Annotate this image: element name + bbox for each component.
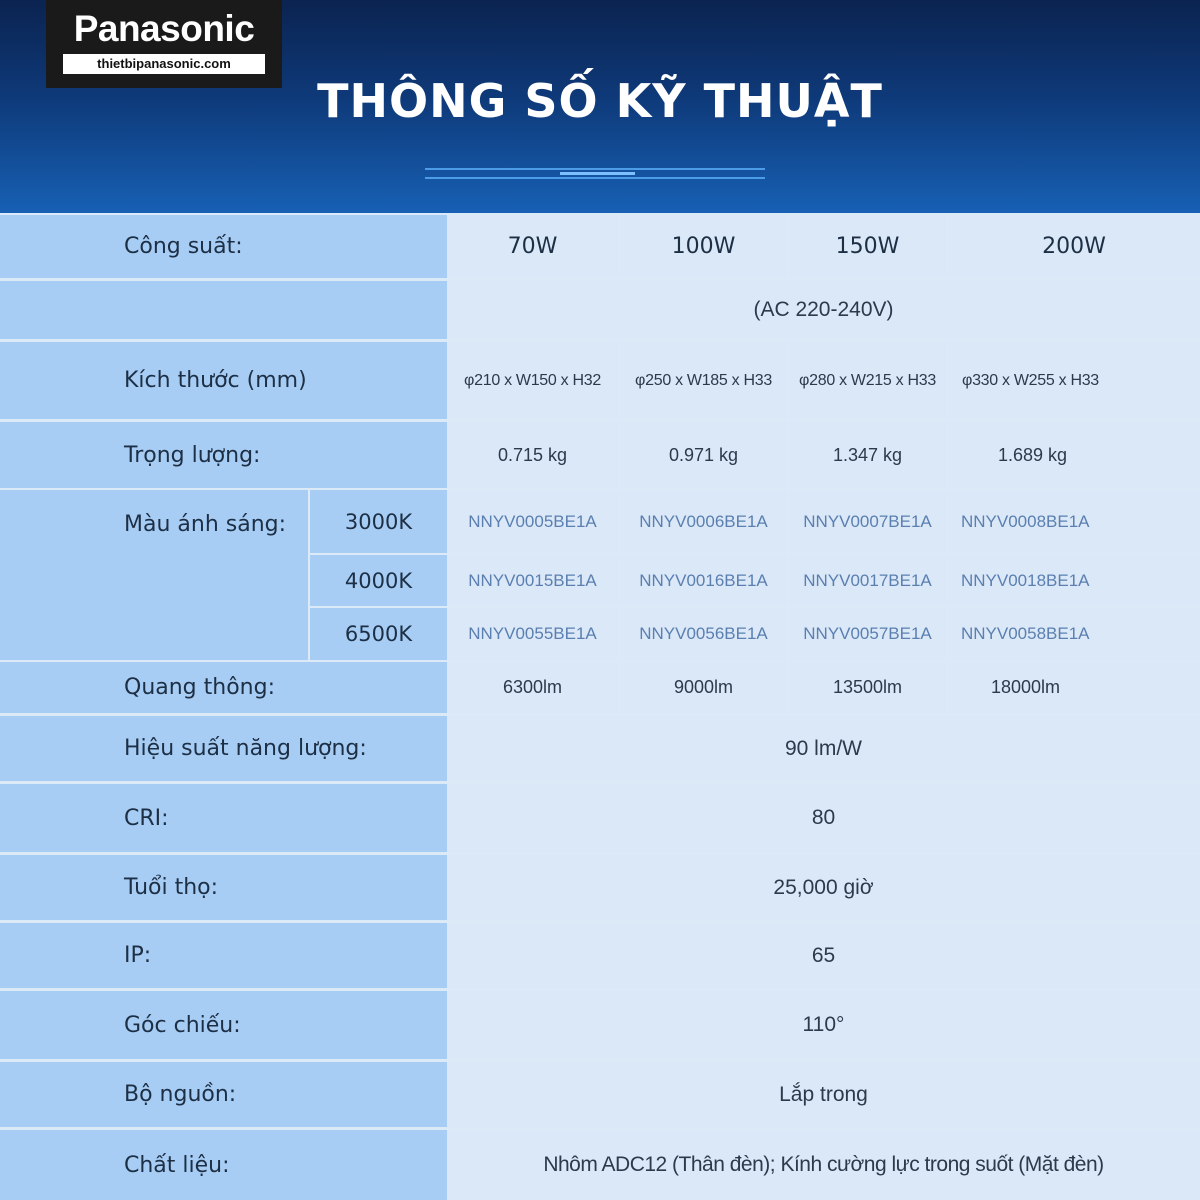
title-divider-top	[425, 168, 765, 170]
row-driver	[0, 1062, 1200, 1127]
code-4000k-2: NNYV0016BE1A	[620, 555, 787, 606]
flux-col-1: 6300lm	[447, 662, 618, 713]
weight-col-2: 0.971 kg	[620, 422, 787, 488]
label-life: Tuổi thọ:	[0, 855, 447, 920]
title-divider-center	[560, 172, 635, 175]
code-4000k-3: NNYV0017BE1A	[789, 555, 946, 606]
temp-4000k: 4000K	[310, 555, 447, 606]
flux-col-3: 13500lm	[789, 662, 946, 713]
code-6500k-1: NNYV0055BE1A	[447, 608, 618, 660]
weight-col-1: 0.715 kg	[447, 422, 618, 488]
power-col-1: 70W	[447, 215, 618, 278]
row-life	[0, 855, 1200, 920]
row-flux	[0, 662, 1200, 713]
code-3000k-1: NNYV0005BE1A	[447, 490, 618, 553]
label-voltage	[0, 281, 447, 339]
weight-col-4: 1.689 kg	[948, 422, 1200, 488]
label-weight: Trọng lượng:	[0, 422, 447, 488]
angle-value: 110°	[447, 991, 1200, 1059]
temp-6500k: 6500K	[310, 608, 447, 660]
logo-wordmark: Panasonic	[73, 8, 255, 49]
temp-3000k: 3000K	[310, 490, 447, 553]
logo-url: thietbipanasonic.com	[63, 54, 265, 74]
code-4000k-4: NNYV0018BE1A	[948, 555, 1200, 606]
code-3000k-4: NNYV0008BE1A	[948, 490, 1200, 553]
row-color-4000k	[0, 555, 1200, 606]
flux-col-4: 18000lm	[948, 662, 1200, 713]
row-ip	[0, 923, 1200, 988]
row-color-6500k	[0, 608, 1200, 660]
row-cri	[0, 784, 1200, 852]
size-col-3: φ280 x W215 x H33	[789, 342, 946, 419]
label-flux: Quang thông:	[0, 662, 447, 713]
code-6500k-4: NNYV0058BE1A	[948, 608, 1200, 660]
label-ip: IP:	[0, 923, 447, 988]
header-banner	[0, 0, 1200, 213]
label-power: Công suất:	[0, 215, 447, 278]
flux-col-2: 9000lm	[620, 662, 787, 713]
label-angle: Góc chiếu:	[0, 991, 447, 1059]
title-divider-bottom	[425, 177, 765, 179]
size-col-1: φ210 x W150 x H32	[447, 342, 618, 419]
material-value: Nhôm ADC12 (Thân đèn); Kính cường lực trong suốt (Mặt đèn)	[447, 1130, 1200, 1200]
row-weight	[0, 422, 1200, 488]
size-col-2: φ250 x W185 x H33	[620, 342, 787, 419]
row-angle	[0, 991, 1200, 1059]
driver-value: Lắp trong	[447, 1062, 1200, 1127]
size-col-4: φ330 x W255 x H33	[948, 342, 1200, 419]
label-material: Chất liệu:	[0, 1130, 447, 1200]
label-light-color: Màu ánh sáng:	[0, 490, 308, 660]
row-power	[0, 215, 1200, 278]
label-efficiency: Hiệu suất năng lượng:	[0, 716, 447, 781]
efficiency-value: 90 lm/W	[447, 716, 1200, 781]
code-4000k-1: NNYV0015BE1A	[447, 555, 618, 606]
page-title: THÔNG SỐ KỸ THUẬT	[317, 74, 883, 128]
code-3000k-2: NNYV0006BE1A	[620, 490, 787, 553]
code-6500k-3: NNYV0057BE1A	[789, 608, 946, 660]
label-size: Kích thước (mm)	[0, 342, 447, 419]
row-voltage	[0, 281, 1200, 339]
row-efficiency	[0, 716, 1200, 781]
code-6500k-2: NNYV0056BE1A	[620, 608, 787, 660]
weight-col-3: 1.347 kg	[789, 422, 946, 488]
cri-value: 80	[447, 784, 1200, 852]
power-col-4: 200W	[948, 215, 1200, 278]
power-col-2: 100W	[620, 215, 787, 278]
life-value: 25,000 giờ	[447, 855, 1200, 920]
row-color-3000k	[0, 490, 1200, 553]
ip-value: 65	[447, 923, 1200, 988]
power-col-3: 150W	[789, 215, 946, 278]
label-driver: Bộ nguồn:	[0, 1062, 447, 1127]
row-material	[0, 1130, 1200, 1200]
row-size	[0, 342, 1200, 419]
code-3000k-3: NNYV0007BE1A	[789, 490, 946, 553]
voltage-value: (AC 220-240V)	[447, 281, 1200, 339]
label-cri: CRI:	[0, 784, 447, 852]
